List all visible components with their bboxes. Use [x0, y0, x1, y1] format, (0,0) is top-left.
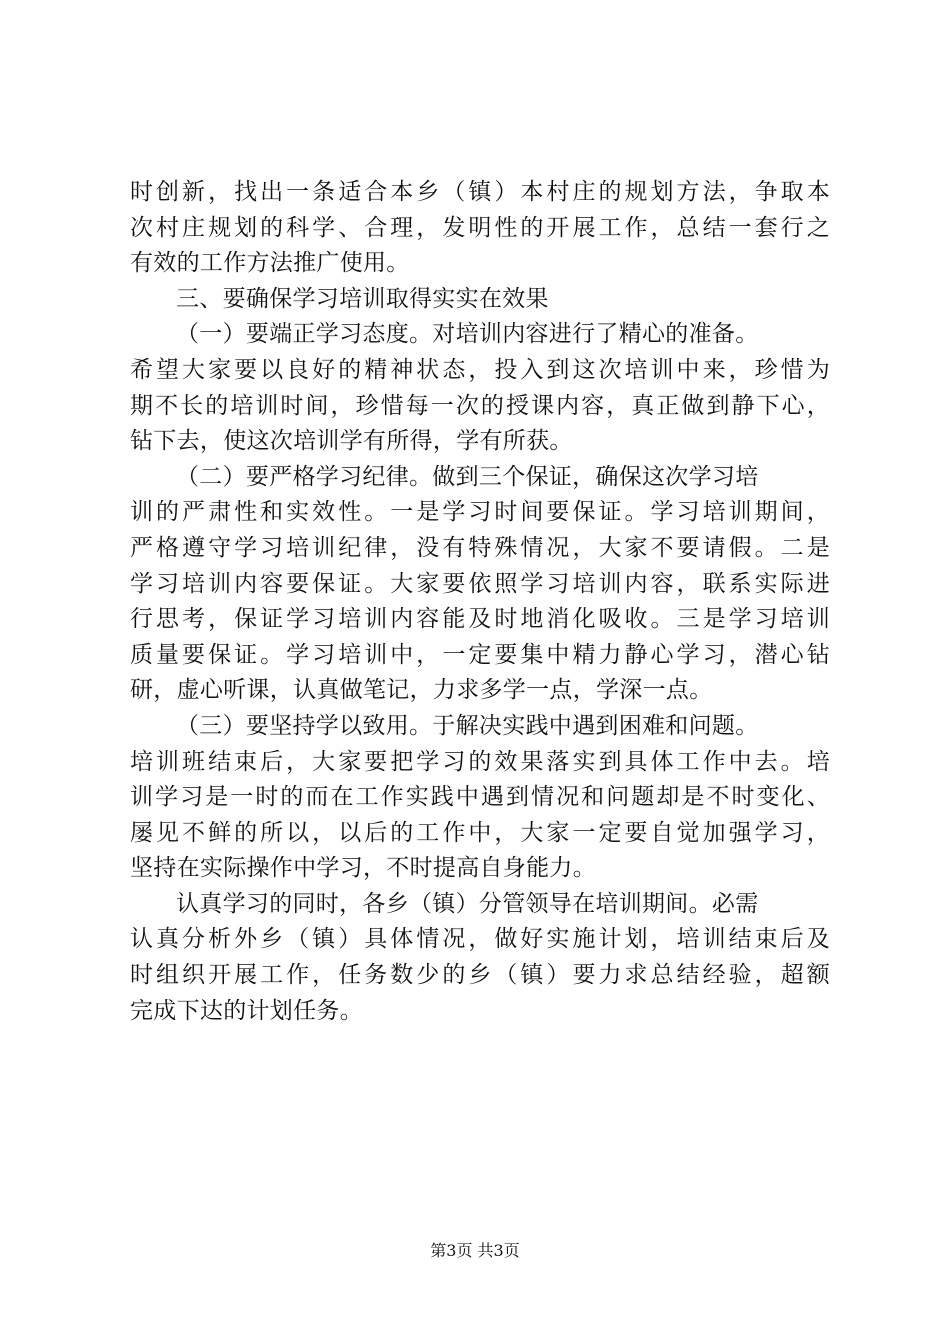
text-line: 有效的工作方法推广使用。 — [130, 250, 410, 277]
text-line: 质量要保证。学习培训中，一定要集中精力静心学习，潜心钻 — [130, 641, 830, 668]
text-line: 完成下达的计划任务。 — [130, 997, 363, 1024]
text-line: （三）要坚持学以致用。于解决实践中遇到困难和问题。 — [176, 712, 759, 739]
text-line: 训的严肃性和实效性。一是学习时间要保证。学习培训期间， — [130, 499, 830, 526]
text-line: 次村庄规划的科学、合理，发明性的开展工作，总结一套行之 — [130, 214, 830, 241]
text-line: 培训班结束后，大家要把学习的效果落实到具体工作中去。培 — [130, 748, 830, 775]
text-line: 严格遵守学习培训纪律，没有特殊情况，大家不要请假。二是 — [130, 534, 830, 561]
text-line: 行思考，保证学习培训内容能及时地消化吸收。三是学习培训 — [130, 606, 830, 633]
text-line: 认真分析外乡（镇）具体情况，做好实施计划，培训结束后及 — [130, 926, 830, 953]
page-number: 第3页 共3页 — [430, 1241, 520, 1260]
text-line: 钻下去，使这次培训学有所得，学有所获。 — [130, 428, 573, 455]
section-heading: 三、要确保学习培训取得实实在效果 — [176, 285, 549, 312]
text-line: （一）要端正学习态度。对培训内容进行了精心的准备。 — [176, 321, 759, 348]
text-line: （二）要严格学习纪律。做到三个保证，确保这次学习培 — [176, 463, 759, 490]
document-body — [130, 175, 830, 1029]
text-line: 期不长的培训时间，珍惜每一次的授课内容，真正做到静下心， — [130, 392, 830, 419]
text-line: 屡见不鲜的所以，以后的工作中，大家一定要自觉加强学习， — [130, 819, 830, 846]
text-line: 希望大家要以良好的精神状态，投入到这次培训中来，珍惜为 — [130, 356, 830, 383]
text-line: 训学习是一时的而在工作实践中遇到情况和问题却是不时变化、 — [130, 784, 830, 811]
text-line: 坚持在实际操作中学习，不时提高自身能力。 — [130, 855, 596, 882]
text-line: 学习培训内容要保证。大家要依照学习培训内容，联系实际进 — [130, 570, 830, 597]
text-line: 时组织开展工作，任务数少的乡（镇）要力求总结经验，超额 — [130, 962, 830, 989]
text-line: 认真学习的同时，各乡（镇）分管领导在培训期间。必需 — [176, 890, 759, 917]
text-line: 研，虚心听课，认真做笔记，力求多学一点，学深一点。 — [130, 677, 713, 704]
text-line: 时创新，找出一条适合本乡（镇）本村庄的规划方法，争取本 — [130, 179, 830, 205]
